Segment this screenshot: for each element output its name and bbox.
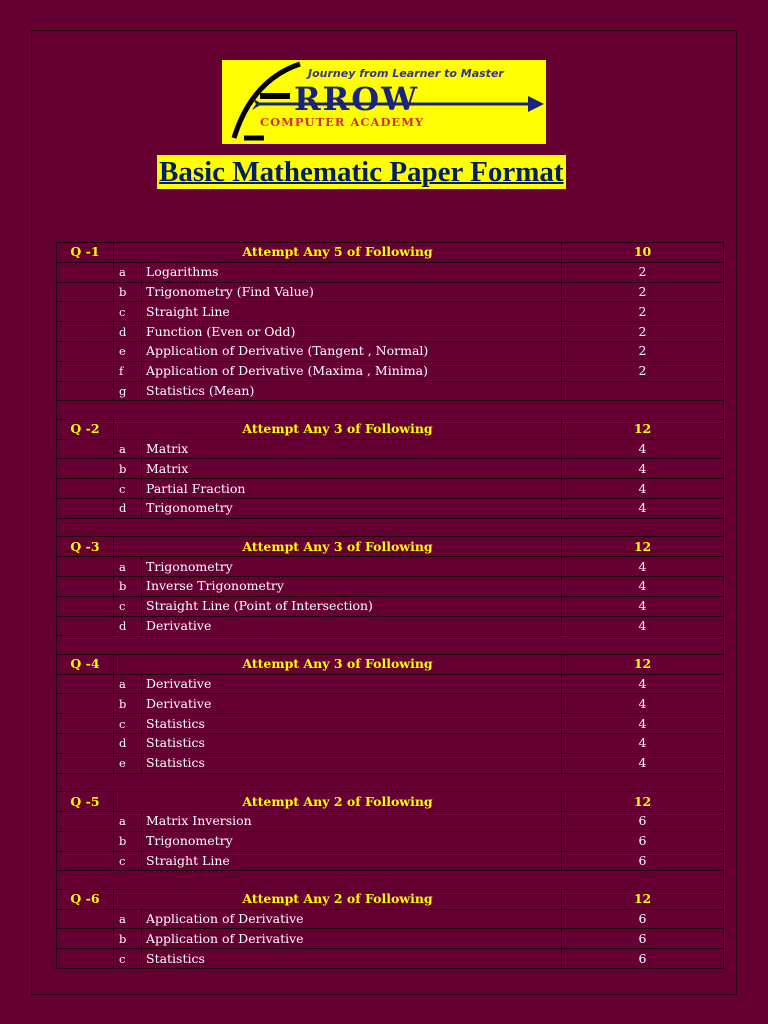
item-marks: 6 xyxy=(562,949,724,969)
empty-cell xyxy=(57,851,114,871)
question-total-marks: 12 xyxy=(562,419,724,439)
question-total-marks: 12 xyxy=(562,792,724,812)
item-marks: 2 xyxy=(562,302,724,322)
item-marks: 6 xyxy=(562,811,724,831)
empty-cell xyxy=(57,459,114,479)
item-letter: b xyxy=(114,831,142,851)
item-marks: 2 xyxy=(562,361,724,381)
table-row xyxy=(57,576,724,596)
item-letter: d xyxy=(114,322,142,342)
table-row xyxy=(57,929,724,949)
item-letter: e xyxy=(114,341,142,361)
empty-cell xyxy=(57,596,114,616)
table-row xyxy=(57,459,724,479)
question-total-marks: 12 xyxy=(562,889,724,909)
question-instruction: Attempt Any 3 of Following xyxy=(114,537,562,557)
empty-cell xyxy=(57,616,114,636)
spacer-cell xyxy=(57,871,724,890)
spacer-cell xyxy=(57,636,724,655)
item-marks: 4 xyxy=(562,439,724,459)
spacer-row xyxy=(57,518,724,537)
table-row xyxy=(57,694,724,714)
item-topic: Statistics (Mean) xyxy=(142,381,562,401)
table-row xyxy=(57,557,724,577)
table-row xyxy=(57,322,724,342)
empty-cell xyxy=(57,929,114,949)
table-row xyxy=(57,439,724,459)
question-header-row xyxy=(57,537,724,557)
table-row xyxy=(57,949,724,969)
item-marks xyxy=(562,381,724,401)
item-topic: Application of Derivative xyxy=(142,909,562,929)
logo-subtitle: COMPUTER ACADEMY xyxy=(260,115,425,129)
item-marks: 4 xyxy=(562,694,724,714)
empty-cell xyxy=(57,831,114,851)
question-instruction: Attempt Any 5 of Following xyxy=(114,243,562,263)
question-number: Q -4 xyxy=(57,654,114,674)
question-header-row xyxy=(57,419,724,439)
empty-cell xyxy=(57,714,114,734)
table-row xyxy=(57,381,724,401)
item-topic: Statistics xyxy=(142,714,562,734)
spacer-row xyxy=(57,773,724,792)
item-topic: Trigonometry xyxy=(142,557,562,577)
item-marks: 4 xyxy=(562,616,724,636)
item-topic: Matrix xyxy=(142,439,562,459)
item-letter: c xyxy=(114,714,142,734)
item-topic: Derivative xyxy=(142,674,562,694)
item-marks: 6 xyxy=(562,831,724,851)
item-letter: b xyxy=(114,929,142,949)
item-letter: b xyxy=(114,459,142,479)
question-header-row xyxy=(57,792,724,812)
item-marks: 4 xyxy=(562,714,724,734)
item-marks: 4 xyxy=(562,499,724,519)
item-letter: a xyxy=(114,674,142,694)
question-total-marks: 12 xyxy=(562,537,724,557)
item-marks: 4 xyxy=(562,479,724,499)
spacer-cell xyxy=(57,518,724,537)
question-header-row xyxy=(57,654,724,674)
table-row xyxy=(57,734,724,754)
paper-format-table xyxy=(56,242,724,969)
empty-cell xyxy=(57,381,114,401)
empty-cell xyxy=(57,557,114,577)
item-topic: Statistics xyxy=(142,949,562,969)
item-topic: Straight Line xyxy=(142,302,562,322)
logo-brand: RROW xyxy=(294,80,419,118)
item-letter: c xyxy=(114,949,142,969)
item-topic: Logarithms xyxy=(142,262,562,282)
table-row xyxy=(57,302,724,322)
item-topic: Partial Fraction xyxy=(142,479,562,499)
empty-cell xyxy=(57,479,114,499)
table-row xyxy=(57,851,724,871)
item-topic: Derivative xyxy=(142,616,562,636)
question-number: Q -1 xyxy=(57,243,114,263)
question-number: Q -6 xyxy=(57,889,114,909)
item-marks: 4 xyxy=(562,734,724,754)
item-topic: Statistics xyxy=(142,734,562,754)
empty-cell xyxy=(57,499,114,519)
table-row xyxy=(57,674,724,694)
table-row xyxy=(57,714,724,734)
empty-cell xyxy=(57,302,114,322)
question-header-row xyxy=(57,243,724,263)
item-topic: Application of Derivative (Maxima , Minima) xyxy=(142,361,562,381)
item-topic: Straight Line xyxy=(142,851,562,871)
item-topic: Trigonometry (Find Value) xyxy=(142,282,562,302)
item-marks: 4 xyxy=(562,459,724,479)
item-marks: 2 xyxy=(562,341,724,361)
spacer-row xyxy=(57,636,724,655)
item-marks: 2 xyxy=(562,262,724,282)
question-number: Q -2 xyxy=(57,419,114,439)
item-letter: b xyxy=(114,282,142,302)
empty-cell xyxy=(57,262,114,282)
item-letter: e xyxy=(114,753,142,773)
item-topic: Derivative xyxy=(142,694,562,714)
empty-cell xyxy=(57,811,114,831)
item-marks: 4 xyxy=(562,674,724,694)
item-letter: c xyxy=(114,479,142,499)
item-letter: c xyxy=(114,851,142,871)
table-row xyxy=(57,596,724,616)
empty-cell xyxy=(57,694,114,714)
item-letter: d xyxy=(114,734,142,754)
item-topic: Matrix xyxy=(142,459,562,479)
item-marks: 2 xyxy=(562,322,724,342)
item-letter: b xyxy=(114,576,142,596)
question-number: Q -5 xyxy=(57,792,114,812)
table-row xyxy=(57,499,724,519)
empty-cell xyxy=(57,909,114,929)
spacer-cell xyxy=(57,773,724,792)
table-row xyxy=(57,361,724,381)
item-letter: f xyxy=(114,361,142,381)
item-topic: Application of Derivative (Tangent , Normal) xyxy=(142,341,562,361)
empty-cell xyxy=(57,734,114,754)
item-letter: a xyxy=(114,262,142,282)
empty-cell xyxy=(57,439,114,459)
question-instruction: Attempt Any 3 of Following xyxy=(114,419,562,439)
table-row xyxy=(57,753,724,773)
table-row xyxy=(57,811,724,831)
item-letter: b xyxy=(114,694,142,714)
table-row xyxy=(57,616,724,636)
empty-cell xyxy=(57,341,114,361)
item-letter: g xyxy=(114,381,142,401)
empty-cell xyxy=(57,576,114,596)
spacer-row xyxy=(57,401,724,420)
question-instruction: Attempt Any 3 of Following xyxy=(114,654,562,674)
item-topic: Trigonometry xyxy=(142,499,562,519)
table-row xyxy=(57,262,724,282)
item-letter: c xyxy=(114,302,142,322)
question-instruction: Attempt Any 2 of Following xyxy=(114,889,562,909)
item-marks: 6 xyxy=(562,929,724,949)
item-topic: Statistics xyxy=(142,753,562,773)
table-row xyxy=(57,479,724,499)
spacer-cell xyxy=(57,401,724,420)
empty-cell xyxy=(57,282,114,302)
question-total-marks: 10 xyxy=(562,243,724,263)
item-topic: Matrix Inversion xyxy=(142,811,562,831)
item-marks: 6 xyxy=(562,909,724,929)
academy-logo xyxy=(222,60,546,144)
item-marks: 4 xyxy=(562,557,724,577)
item-topic: Inverse Trigonometry xyxy=(142,576,562,596)
table-row xyxy=(57,341,724,361)
empty-cell xyxy=(57,322,114,342)
table-row xyxy=(57,282,724,302)
question-total-marks: 12 xyxy=(562,654,724,674)
page-title: Basic Mathematic Paper Format xyxy=(159,156,564,188)
table-row xyxy=(57,909,724,929)
item-topic: Function (Even or Odd) xyxy=(142,322,562,342)
item-letter: c xyxy=(114,596,142,616)
item-topic: Trigonometry xyxy=(142,831,562,851)
empty-cell xyxy=(57,753,114,773)
question-header-row xyxy=(57,889,724,909)
item-letter: a xyxy=(114,439,142,459)
item-marks: 6 xyxy=(562,851,724,871)
item-letter: d xyxy=(114,499,142,519)
logo-tagline: Journey from Learner to Master xyxy=(308,67,504,80)
empty-cell xyxy=(57,674,114,694)
item-marks: 4 xyxy=(562,576,724,596)
item-letter: a xyxy=(114,909,142,929)
item-marks: 4 xyxy=(562,596,724,616)
table-row xyxy=(57,831,724,851)
empty-cell xyxy=(57,361,114,381)
item-topic: Straight Line (Point of Intersection) xyxy=(142,596,562,616)
item-marks: 2 xyxy=(562,282,724,302)
item-letter: a xyxy=(114,811,142,831)
question-number: Q -3 xyxy=(57,537,114,557)
item-letter: a xyxy=(114,557,142,577)
item-marks: 4 xyxy=(562,753,724,773)
question-instruction: Attempt Any 2 of Following xyxy=(114,792,562,812)
item-letter: d xyxy=(114,616,142,636)
empty-cell xyxy=(57,949,114,969)
spacer-row xyxy=(57,871,724,890)
item-topic: Application of Derivative xyxy=(142,929,562,949)
